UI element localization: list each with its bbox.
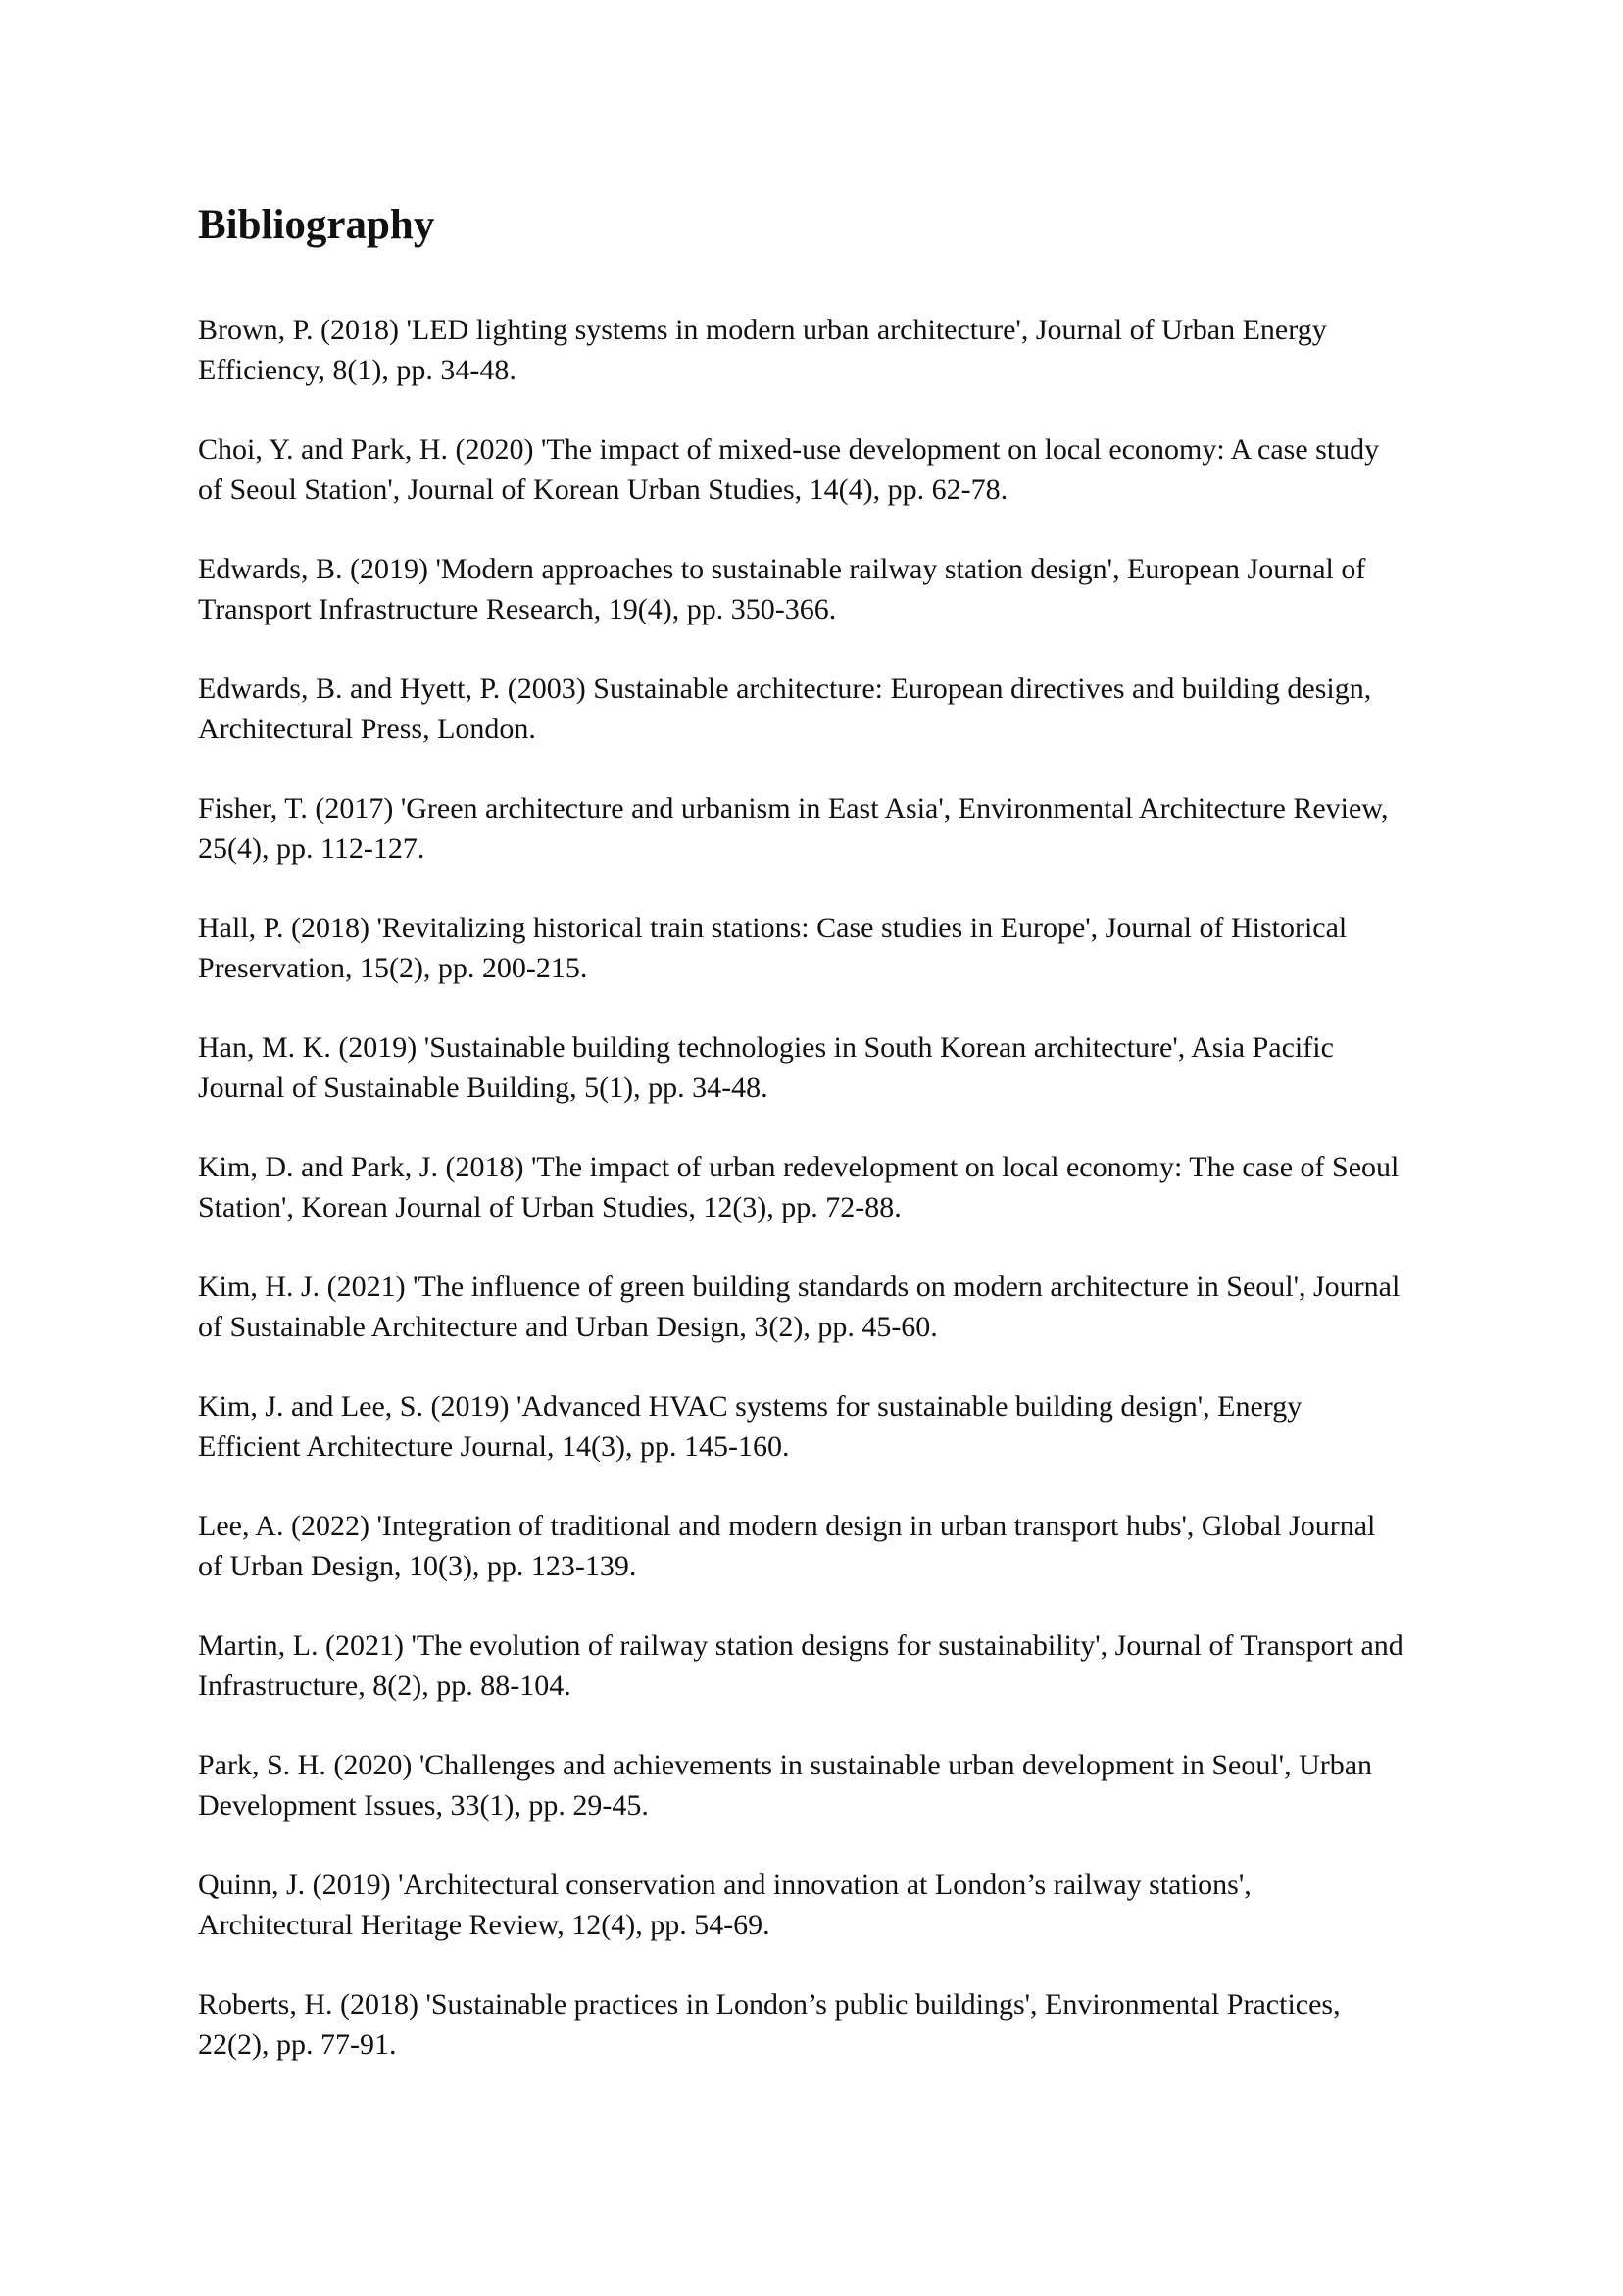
- reference-entry-choi-park-2020: [198, 429, 1472, 510]
- reference-text-line: Journal of Sustainable Building, 5(1), pp. 34-48.: [198, 1072, 768, 1104]
- reference-entry-kim-lee-2019: [198, 1386, 1472, 1467]
- reference-entry-edwards-hyett-2003: [198, 669, 1472, 749]
- reference-entry-kim-park-2018: [198, 1147, 1472, 1227]
- reference-text-line: Quinn, J. (2019) 'Architectural conservation and innovation at London’s railway stations',: [198, 1869, 1252, 1901]
- reference-text-line: Kim, H. J. (2021) 'The influence of green building standards on modern architecture in Seoul', Journal: [198, 1271, 1401, 1303]
- reference-text-line: Efficient Architecture Journal, 14(3), pp. 145-160.: [198, 1430, 790, 1463]
- reference-entry-edwards-2019: [198, 549, 1472, 629]
- reference-text-line: Martin, L. (2021) 'The evolution of railway station designs for sustainability', Journal of Transport and: [198, 1629, 1403, 1662]
- reference-text-line: Roberts, H. (2018) 'Sustainable practices in London’s public buildings', Environmental Practices,: [198, 1988, 1341, 2021]
- reference-text-line: Kim, J. and Lee, S. (2019) 'Advanced HVAC systems for sustainable building design', Energy: [198, 1390, 1303, 1423]
- reference-text-line: of Seoul Station', Journal of Korean Urban Studies, 14(4), pp. 62-78.: [198, 474, 1008, 506]
- reference-text-line: Park, S. H. (2020) 'Challenges and achievements in sustainable urban development in Seoul', Urban: [198, 1749, 1373, 1781]
- reference-entry-martin-2021: [198, 1625, 1472, 1706]
- reference-entry-roberts-2018: [198, 1984, 1472, 2065]
- reference-text-line: Architectural Press, London.: [198, 713, 536, 745]
- reference-text-line: Efficiency, 8(1), pp. 34-48.: [198, 354, 516, 386]
- reference-list: [198, 310, 1472, 2104]
- reference-text-line: Kim, D. and Park, J. (2018) 'The impact of urban redevelopment on local economy: The case of Seoul: [198, 1151, 1400, 1183]
- reference-text-line: Choi, Y. and Park, H. (2020) 'The impact of mixed-use development on local economy: A case study: [198, 433, 1380, 466]
- reference-text-line: Preservation, 15(2), pp. 200-215.: [198, 952, 588, 984]
- reference-text-line: Station', Korean Journal of Urban Studies, 12(3), pp. 72-88.: [198, 1191, 902, 1223]
- reference-text-line: Development Issues, 33(1), pp. 29-45.: [198, 1789, 649, 1822]
- reference-entry-hall-2018: [198, 908, 1472, 988]
- reference-text-line: Architectural Heritage Review, 12(4), pp. 54-69.: [198, 1909, 770, 1941]
- reference-text-line: Infrastructure, 8(2), pp. 88-104.: [198, 1670, 571, 1702]
- reference-entry-quinn-2019: [198, 1865, 1472, 1945]
- reference-text-line: 25(4), pp. 112-127.: [198, 832, 425, 865]
- reference-text-line: Hall, P. (2018) 'Revitalizing historical train stations: Case studies in Europe', Journal of Historical: [198, 912, 1348, 944]
- reference-text-line: Fisher, T. (2017) 'Green architecture and urbanism in East Asia', Environmental Architecture Review,: [198, 792, 1389, 824]
- reference-entry-park-2020: [198, 1745, 1472, 1825]
- reference-text-line: Lee, A. (2022) 'Integration of traditional and modern design in urban transport hubs', Global Journal: [198, 1510, 1376, 1542]
- reference-text-line: Brown, P. (2018) 'LED lighting systems in modern urban architecture', Journal of Urban Energy: [198, 314, 1327, 346]
- page-title: Bibliography: [198, 202, 435, 248]
- reference-entry-kim-2021: [198, 1267, 1472, 1347]
- reference-text-line: 22(2), pp. 77-91.: [198, 2028, 397, 2061]
- reference-entry-brown-2018: [198, 310, 1472, 390]
- reference-entry-fisher-2017: [198, 788, 1472, 869]
- reference-entry-lee-2022: [198, 1506, 1472, 1586]
- reference-text-line: Edwards, B. and Hyett, P. (2003) Sustainable architecture: European directives and building design,: [198, 673, 1372, 705]
- reference-entry-han-2019: [198, 1027, 1472, 1108]
- reference-text-line: of Urban Design, 10(3), pp. 123-139.: [198, 1550, 637, 1582]
- reference-text-line: Edwards, B. (2019) 'Modern approaches to sustainable railway station design', European Journal of: [198, 553, 1366, 585]
- reference-text-line: Han, M. K. (2019) 'Sustainable building technologies in South Korean architecture', Asia Pacific: [198, 1031, 1334, 1064]
- reference-text-line: Transport Infrastructure Research, 19(4), pp. 350-366.: [198, 593, 837, 625]
- reference-text-line: of Sustainable Architecture and Urban Design, 3(2), pp. 45-60.: [198, 1311, 938, 1343]
